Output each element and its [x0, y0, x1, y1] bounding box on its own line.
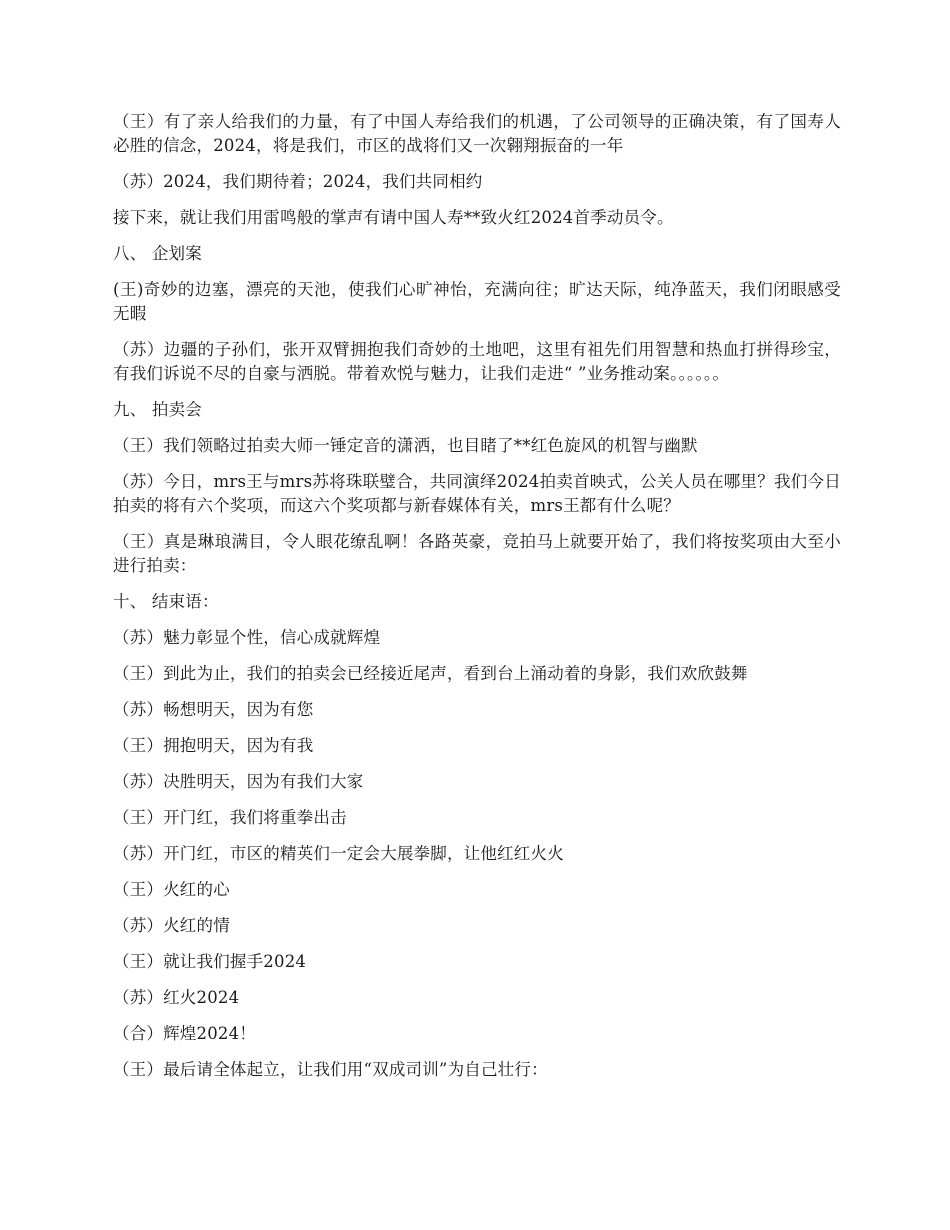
paragraph: （苏）2024，我们期待着；2024，我们共同相约	[113, 172, 483, 191]
paragraph: （苏）决胜明天，因为有我们大家	[113, 772, 364, 791]
paragraph: （苏）开门红，市区的精英们一定会大展拳脚，让他红红火火	[113, 844, 564, 863]
section-heading: 十、 结束语：	[113, 592, 219, 611]
paragraph: （苏）边疆的子孙们，张开双臂拥抱我们奇妙的土地吧，这里有祖先们用智慧和热血打拼得珍宝，有我们诉说不尽的自豪与洒脱。带着欢悦与魅力，让我们走进“ ”业务推动案。。。。。。	[113, 340, 841, 383]
paragraph: （苏）魅力彰显个性，信心成就辉煌	[113, 628, 381, 647]
paragraph: （王）就让我们握手2024	[113, 952, 307, 971]
paragraph: （王）开门红，我们将重拳出击	[113, 808, 347, 827]
paragraph: （王）到此为止，我们的拍卖会已经接近尾声，看到台上涌动着的身影，我们欢欣鼓舞	[113, 664, 748, 683]
paragraph: （苏）今日，mrs王与mrs苏将珠联璧合，共同演绎2024拍卖首映式，公关人员在哪里？我们今日拍卖的将有六个奖项，而这六个奖项都与新春媒体有关，mrs王都有什么呢？	[113, 472, 841, 515]
paragraph: （王）拥抱明天，因为有我	[113, 736, 314, 755]
paragraph: （苏）畅想明天，因为有您	[113, 700, 314, 719]
section-heading: 九、 拍卖会	[113, 400, 202, 419]
paragraph: （苏）火红的情	[113, 916, 230, 935]
paragraph: 接下来，就让我们用雷鸣般的掌声有请中国人寿**致火红2024首季动员令。	[113, 208, 674, 227]
paragraph: （王）火红的心	[113, 880, 230, 899]
paragraph: （王）我们领略过拍卖大师一锤定音的潇洒，也目睹了**红色旋风的机智与幽默	[113, 436, 698, 455]
paragraph: （合）辉煌2024！	[113, 1024, 256, 1043]
paragraph: （王）有了亲人给我们的力量，有了中国人寿给我们的机遇，了公司领导的正确决策，有了国寿人必胜的信念，2024，将是我们，市区的战将们又一次翱翔振奋的一年	[113, 112, 841, 155]
paragraph: (王)奇妙的边塞，漂亮的天池，使我们心旷神怡，充满向往；旷达天际，纯净蓝天，我们闭眼感受无暇	[113, 280, 841, 323]
document-body	[113, 110, 841, 1094]
paragraph: （王）最后请全体起立，让我们用“双成司训”为自己壮行：	[113, 1060, 548, 1079]
section-heading: 八、 企划案	[113, 244, 202, 263]
paragraph: （王）真是琳琅满目，令人眼花缭乱啊！各路英豪，竞拍马上就要开始了，我们将按奖项由大至小进行拍卖：	[113, 532, 841, 575]
paragraph: （苏）红火2024	[113, 988, 240, 1007]
